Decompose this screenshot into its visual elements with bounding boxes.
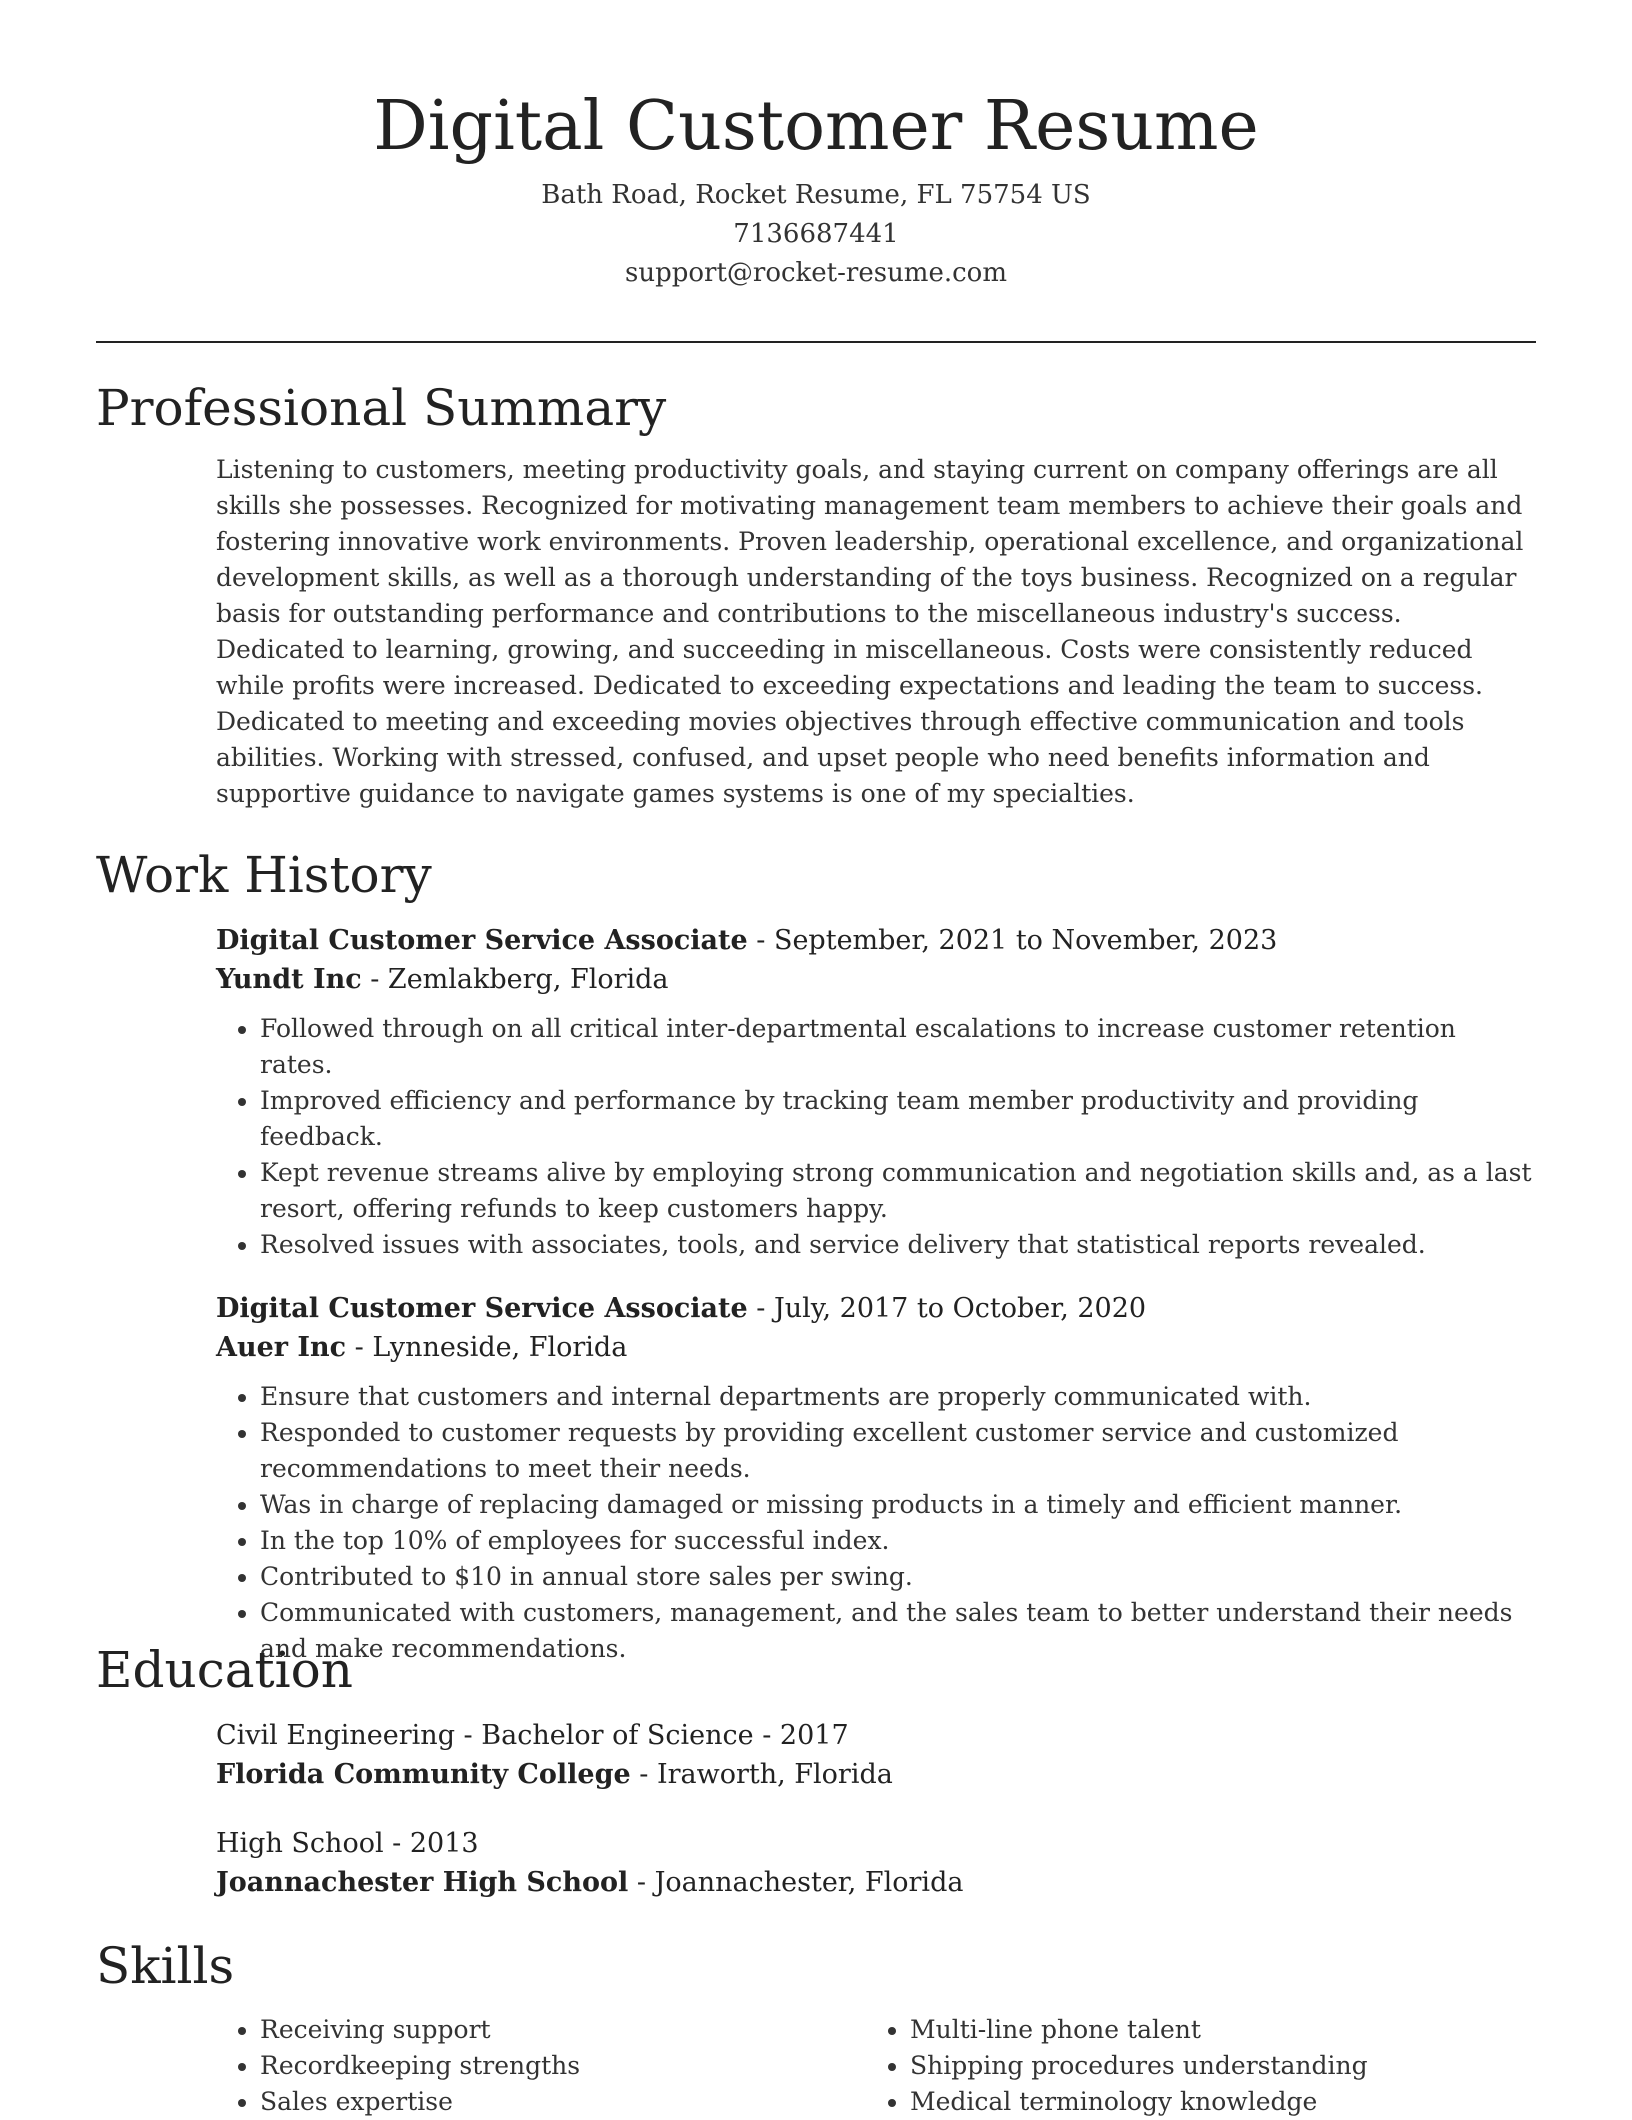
skills-heading: Skills xyxy=(96,1937,235,1995)
resume-header xyxy=(0,0,1632,293)
skill-item: • Recordkeeping strengths xyxy=(260,2048,866,2084)
skills-list xyxy=(866,2012,1516,2120)
education-location: - Joannachester, Florida xyxy=(628,1867,964,1898)
job-title-line xyxy=(216,1289,1536,1328)
job-company-line xyxy=(216,960,1536,999)
education-school: Joannachester High School xyxy=(216,1867,629,1898)
job-bullet: • Contributed to $10 in annual store sales per swing. xyxy=(260,1559,1536,1595)
job-bullet: • Improved efficiency and performance by tracking team member productivity and providing feedback. xyxy=(260,1083,1536,1155)
job-bullet: • Resolved issues with associates, tools, and service delivery that statistical reports revealed. xyxy=(260,1227,1536,1263)
job-title-line xyxy=(216,921,1536,960)
skills-columns xyxy=(216,2012,1536,2120)
job-bullet: • Was in charge of replacing damaged or missing products in a timely and efficient manner. xyxy=(260,1487,1536,1523)
job-bullet: • Responded to customer requests by providing excellent customer service and customized recommendations to meet their needs. xyxy=(260,1415,1536,1487)
education-heading: Education xyxy=(96,1641,353,1699)
job-company: Auer Inc xyxy=(216,1332,347,1363)
summary-heading: Professional Summary xyxy=(96,379,667,437)
skill-item: • Receiving support xyxy=(260,2012,866,2048)
contact-phone: 7136687441 xyxy=(733,219,899,249)
education-entry xyxy=(216,1716,1536,1794)
work-history-section xyxy=(96,845,1536,1667)
education-degree: Civil Engineering - Bachelor of Science - 2017 xyxy=(216,1720,849,1751)
work-history-heading: Work History xyxy=(96,846,432,904)
job-bullet: • Followed through on all critical inter-departmental escalations to increase customer retention rates. xyxy=(260,1011,1536,1083)
header-divider xyxy=(96,341,1536,343)
job-bullets xyxy=(216,1011,1536,1263)
education-school-line xyxy=(216,1863,1536,1902)
job-dates: - September, 2021 to November, 2023 xyxy=(747,925,1278,956)
education-section xyxy=(96,1640,1536,1902)
job-role: Digital Customer Service Associate xyxy=(216,925,748,956)
job-bullet: • Communicated with customers, management, and the sales team to better understand their needs and make recommendations. xyxy=(260,1595,1536,1667)
job-company-line xyxy=(216,1328,1536,1367)
job-bullets xyxy=(216,1379,1536,1667)
skill-item: • Multi-line phone talent xyxy=(910,2012,1516,2048)
resume-title: Digital Customer Resume xyxy=(373,87,1259,166)
skills-section xyxy=(96,1936,1536,2120)
contact-email: support@rocket-resume.com xyxy=(624,258,1007,288)
skill-item: • Medical terminology knowledge xyxy=(910,2084,1516,2120)
skill-item: • Sales expertise xyxy=(260,2084,866,2120)
job-entry xyxy=(216,921,1536,1263)
job-bullet: • In the top 10% of employees for successful index. xyxy=(260,1523,1536,1559)
education-location: - Iraworth, Florida xyxy=(630,1759,893,1790)
job-entry xyxy=(216,1289,1536,1667)
education-entry xyxy=(216,1824,1536,1902)
skill-item: • Shipping procedures understanding xyxy=(910,2048,1516,2084)
education-school-line xyxy=(216,1755,1536,1794)
summary-section xyxy=(96,378,1536,812)
job-dates: - July, 2017 to October, 2020 xyxy=(747,1293,1147,1324)
job-bullet: • Ensure that customers and internal departments are properly communicated with. xyxy=(260,1379,1536,1415)
job-location: - Zemlakberg, Florida xyxy=(361,964,669,995)
contact-address: Bath Road, Rocket Resume, FL 75754 US xyxy=(541,180,1091,210)
job-location: - Lynneside, Florida xyxy=(346,1332,628,1363)
contact-info xyxy=(0,176,1632,293)
job-company: Yundt Inc xyxy=(216,964,362,995)
skills-list xyxy=(216,2012,866,2120)
skills-column-left xyxy=(216,2012,866,2120)
education-school: Florida Community College xyxy=(216,1759,631,1790)
education-degree: High School - 2013 xyxy=(216,1828,479,1859)
job-role: Digital Customer Service Associate xyxy=(216,1293,748,1324)
skills-column-right xyxy=(866,2012,1516,2120)
summary-text: Listening to customers, meeting productivity goals, and staying current on company offerings are all skills she possesses. Recognized for motivating management team members to achieve their goals and fostering innovative work environments. Proven leadership, operational excellence, and organizational development skills, as well as a thorough understanding of the toys business. Recognized on a regular basis for outstanding performance and contributions to the miscellaneous industry's success. Dedicated to learning, growing, and succeeding in miscellaneous. Costs were consistently reduced while profits were increased. Dedicated to exceeding expectations and leading the team to success. Dedicated to meeting and exceeding movies objectives through effective communication and tools abilities. Working with stressed, confused, and upset people who need benefits information and supportive guidance to navigate games systems is one of my specialties. xyxy=(216,455,1524,808)
job-bullet: • Kept revenue streams alive by employing strong communication and negotiation skills and, as a last resort, offering refunds to keep customers happy. xyxy=(260,1155,1536,1227)
